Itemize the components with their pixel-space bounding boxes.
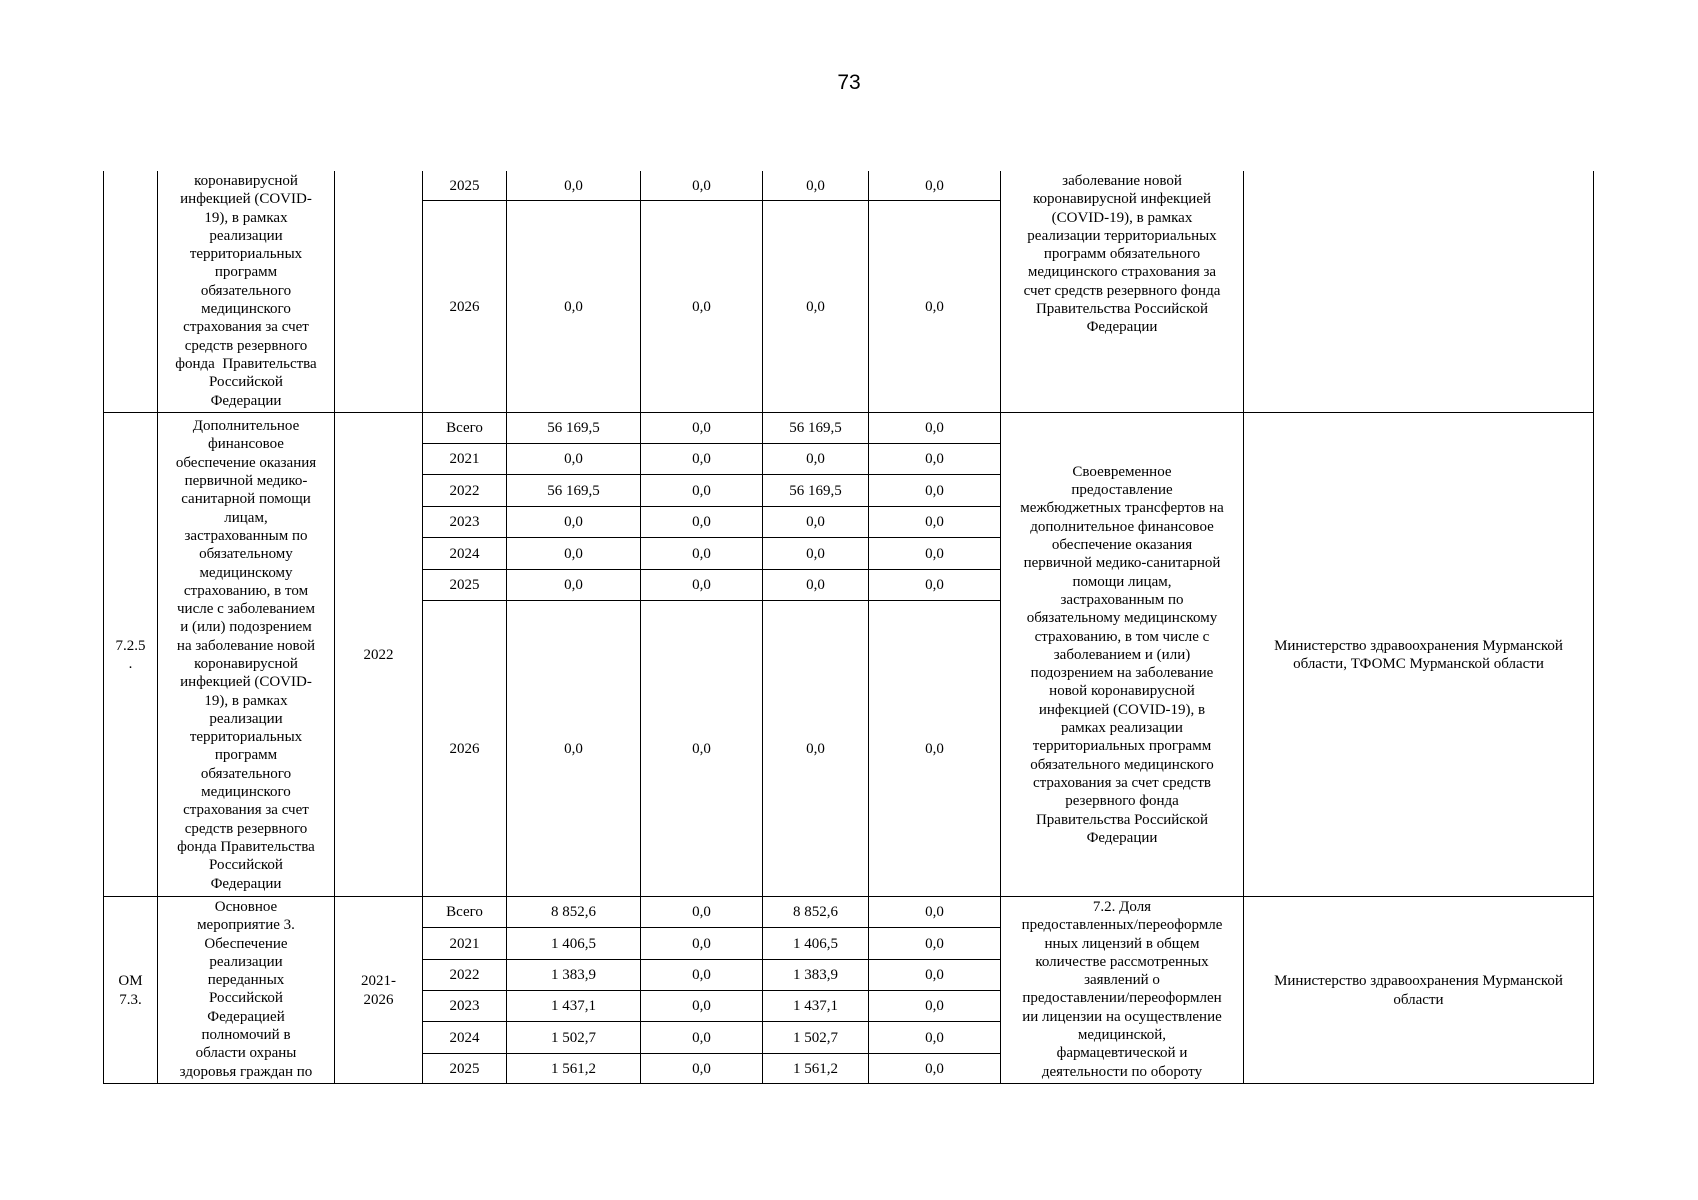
cell-value-text: 0,0: [806, 177, 825, 194]
cell-value: [763, 928, 869, 960]
cell-value-text: 0,0: [692, 451, 711, 468]
cell-value-text: 1 406,5: [793, 935, 838, 952]
cell-value: [641, 928, 763, 960]
cell-value: [763, 1054, 869, 1084]
cell-period: [335, 171, 423, 413]
cell-responsible-text: Министерство здравоохранения Мурманской области, ТФОМС Мурманской области: [1274, 637, 1563, 672]
cell-value: [507, 928, 641, 960]
cell-year: [423, 601, 507, 897]
cell-year: [423, 538, 507, 570]
cell-value: [869, 201, 1001, 413]
cell-year-text: 2024: [449, 545, 480, 562]
cell-value-text: 0,0: [806, 545, 825, 562]
cell-year-text: 2025: [449, 577, 480, 594]
cell-value-text: 1 502,7: [551, 1029, 596, 1046]
cell-value: [507, 897, 641, 928]
cell-value: [507, 507, 641, 538]
cell-value-text: 0,0: [692, 935, 711, 952]
cell-value-text: 1 437,1: [793, 998, 838, 1015]
cell-value: [763, 570, 869, 601]
page-number: 73: [837, 71, 861, 94]
cell-value: [763, 960, 869, 991]
cell-description-text: 7.2. Доля предоставленных/переоформле нных лицензий в общем количестве рассмотренных заявлений о предоставлении/переоформлен ии лицензии на осуществление медицинской, фармацевтической и деятельности по обороту: [1021, 899, 1223, 1080]
cell-value: [507, 570, 641, 601]
cell-activity-name-text: коронавирусной инфекцией (COVID- 19), в рамках реализации территориальных программ обязательного медицинского страхования за счет средств резервного фонда Правительства Российской Федерации: [175, 173, 317, 409]
cell-value: [507, 413, 641, 444]
cell-year: [423, 1054, 507, 1084]
cell-value: [641, 507, 763, 538]
cell-value-text: 0,0: [806, 451, 825, 468]
cell-value: [869, 960, 1001, 991]
cell-period: [335, 897, 423, 1084]
cell-value: [641, 1022, 763, 1054]
cell-value-text: 0,0: [692, 577, 711, 594]
cell-value-text: 0,0: [925, 514, 944, 531]
cell-period-text: 2022: [363, 646, 394, 663]
cell-value-text: 0,0: [806, 514, 825, 531]
cell-value-text: 0,0: [925, 420, 944, 437]
cell-year: [423, 507, 507, 538]
cell-value: [763, 201, 869, 413]
cell-value: [641, 960, 763, 991]
cell-activity-name: [158, 413, 335, 897]
cell-value: [641, 991, 763, 1022]
cell-year-text: 2023: [449, 514, 480, 531]
cell-description: [1001, 171, 1244, 413]
cell-value: [507, 1054, 641, 1084]
cell-year: [423, 201, 507, 413]
cell-number: [103, 171, 158, 413]
cell-value-text: 0,0: [925, 967, 944, 984]
cell-responsible: [1244, 413, 1594, 897]
cell-value-text: 0,0: [564, 740, 583, 757]
cell-year-text: 2025: [449, 1060, 480, 1077]
cell-value: [641, 538, 763, 570]
cell-year: [423, 1022, 507, 1054]
cell-value-text: 0,0: [806, 577, 825, 594]
cell-number-text: 7.2.5 .: [115, 637, 146, 672]
cell-value: [763, 413, 869, 444]
cell-number: [103, 413, 158, 897]
cell-value-text: 1 502,7: [793, 1029, 838, 1046]
cell-value: [641, 201, 763, 413]
cell-value-text: 0,0: [564, 514, 583, 531]
cell-value-text: 0,0: [564, 545, 583, 562]
cell-value-text: 0,0: [806, 740, 825, 757]
cell-value-text: 0,0: [925, 482, 944, 499]
cell-value: [507, 991, 641, 1022]
cell-value: [869, 928, 1001, 960]
cell-year: [423, 570, 507, 601]
cell-value-text: 0,0: [806, 298, 825, 315]
cell-year-text: Всего: [446, 420, 483, 437]
cell-value-text: 0,0: [925, 577, 944, 594]
cell-value: [507, 201, 641, 413]
cell-value-text: 0,0: [925, 935, 944, 952]
cell-value: [763, 897, 869, 928]
cell-value: [763, 475, 869, 507]
cell-responsible: [1244, 171, 1594, 413]
cell-activity-name-text: Дополнительное финансовое обеспечение оказания первичной медико- санитарной помощи лицам, застрахованным по обязательному медицинскому страхованию, в том числе с заболеванием и (или) подозрением на заболевание новой коронавирусной инфекцией (COVID- 19), в рамках реализации территориальных программ обязательного медицинского страхования за счет средств резервного фонда Правительства Российской Федерации: [175, 418, 317, 892]
cell-value-text: 0,0: [692, 967, 711, 984]
cell-value-text: 0,0: [692, 298, 711, 315]
cell-year-text: 2025: [449, 177, 480, 194]
cell-year: [423, 960, 507, 991]
cell-value-text: 0,0: [692, 420, 711, 437]
cell-value: [869, 897, 1001, 928]
cell-period-text: 2021- 2026: [361, 973, 396, 1008]
cell-value-text: 1 406,5: [551, 935, 596, 952]
cell-value-text: 8 852,6: [793, 904, 838, 921]
cell-period: [335, 413, 423, 897]
cell-description-text: заболевание новой коронавирусной инфекцией (COVID-19), в рамках реализации территориальных программ обязательного медицинского страхования за счет средств резервного фонда Правительства Российской Федерации: [1023, 173, 1221, 336]
cell-value-text: 56 169,5: [789, 482, 842, 499]
cell-value-text: 0,0: [925, 451, 944, 468]
cell-value-text: 1 561,2: [793, 1060, 838, 1077]
cell-value-text: 0,0: [925, 740, 944, 757]
cell-activity-name: [158, 171, 335, 413]
cell-value: [869, 1022, 1001, 1054]
cell-year-text: Всего: [446, 904, 483, 921]
cell-responsible: [1244, 897, 1594, 1084]
cell-value-text: 0,0: [692, 904, 711, 921]
cell-value-text: 56 169,5: [547, 420, 600, 437]
cell-value-text: 1 561,2: [551, 1060, 596, 1077]
cell-value-text: 0,0: [692, 514, 711, 531]
cell-number-text: ОМ 7.3.: [118, 973, 143, 1008]
cell-value: [869, 991, 1001, 1022]
cell-value: [641, 570, 763, 601]
cell-value-text: 0,0: [564, 298, 583, 315]
cell-value: [641, 413, 763, 444]
cell-value: [641, 1054, 763, 1084]
cell-value-text: 56 169,5: [789, 420, 842, 437]
cell-year-text: 2024: [449, 1029, 480, 1046]
cell-value: [641, 444, 763, 475]
cell-value-text: 0,0: [925, 177, 944, 194]
cell-value: [869, 570, 1001, 601]
cell-value-text: 0,0: [925, 545, 944, 562]
cell-value: [641, 171, 763, 201]
cell-value: [641, 601, 763, 897]
cell-value: [763, 171, 869, 201]
cell-value: [507, 444, 641, 475]
cell-year: [423, 413, 507, 444]
cell-value: [869, 538, 1001, 570]
cell-value: [507, 601, 641, 897]
cell-year-text: 2023: [449, 998, 480, 1015]
cell-year-text: 2026: [449, 298, 480, 315]
cell-activity-name: [158, 897, 335, 1084]
cell-value-text: 8 852,6: [551, 904, 596, 921]
cell-value-text: 0,0: [692, 1029, 711, 1046]
cell-year: [423, 444, 507, 475]
cell-description: [1001, 413, 1244, 897]
cell-value: [641, 897, 763, 928]
cell-value-text: 0,0: [564, 451, 583, 468]
cell-value: [869, 444, 1001, 475]
cell-value: [507, 538, 641, 570]
cell-value-text: 0,0: [692, 545, 711, 562]
cell-value-text: 0,0: [564, 577, 583, 594]
cell-value: [507, 1022, 641, 1054]
cell-value: [763, 1022, 869, 1054]
cell-value-text: 1 383,9: [551, 967, 596, 984]
cell-value-text: 1 383,9: [793, 967, 838, 984]
cell-value: [869, 171, 1001, 201]
cell-year-text: 2022: [449, 967, 480, 984]
cell-year-text: 2026: [449, 740, 480, 757]
cell-value-text: 0,0: [692, 177, 711, 194]
cell-value: [869, 475, 1001, 507]
cell-year: [423, 897, 507, 928]
cell-value-text: 0,0: [925, 998, 944, 1015]
cell-value: [763, 538, 869, 570]
cell-year-text: 2021: [449, 451, 480, 468]
cell-responsible-text: Министерство здравоохранения Мурманской области: [1274, 973, 1563, 1008]
cell-year: [423, 928, 507, 960]
cell-value: [869, 413, 1001, 444]
cell-value-text: 0,0: [925, 1029, 944, 1046]
cell-value-text: 1 437,1: [551, 998, 596, 1015]
cell-value: [507, 171, 641, 201]
cell-number: [103, 897, 158, 1084]
cell-value-text: 0,0: [692, 740, 711, 757]
cell-value-text: 0,0: [925, 1060, 944, 1077]
cell-value: [507, 475, 641, 507]
cell-value: [869, 1054, 1001, 1084]
cell-value: [869, 507, 1001, 538]
cell-year: [423, 475, 507, 507]
cell-value-text: 0,0: [564, 177, 583, 194]
cell-value: [763, 991, 869, 1022]
cell-year: [423, 171, 507, 201]
cell-activity-name-text: Основное мероприятие 3. Обеспечение реализации переданных Российской Федерацией полномочий в области охраны здоровья граждан по: [179, 899, 313, 1080]
cell-value: [763, 601, 869, 897]
cell-description: [1001, 897, 1244, 1084]
cell-value: [763, 507, 869, 538]
cell-value-text: 0,0: [692, 998, 711, 1015]
cell-value: [507, 960, 641, 991]
cell-description-text: Своевременное предоставление межбюджетных трансфертов на дополнительное финансовое обеспечение оказания первичной медико-санитарной помощи лицам, застрахованным по обязательному медицинскому страхованию, в том числе с заболеванием и (или) подозрением на заболевание новой коронавирусной инфекцией (COVID-19), в рамках реализации территориальных программ обязательного медицинского страхования за счет средств резервного фонда Правительства Российской Федерации: [1020, 463, 1224, 846]
cell-value-text: 0,0: [692, 482, 711, 499]
cell-year: [423, 991, 507, 1022]
cell-value-text: 0,0: [692, 1060, 711, 1077]
cell-value: [869, 601, 1001, 897]
cell-value-text: 0,0: [925, 904, 944, 921]
cell-year-text: 2022: [449, 482, 480, 499]
cell-value-text: 0,0: [925, 298, 944, 315]
cell-value-text: 56 169,5: [547, 482, 600, 499]
cell-value: [641, 475, 763, 507]
cell-year-text: 2021: [449, 935, 480, 952]
cell-value: [763, 444, 869, 475]
